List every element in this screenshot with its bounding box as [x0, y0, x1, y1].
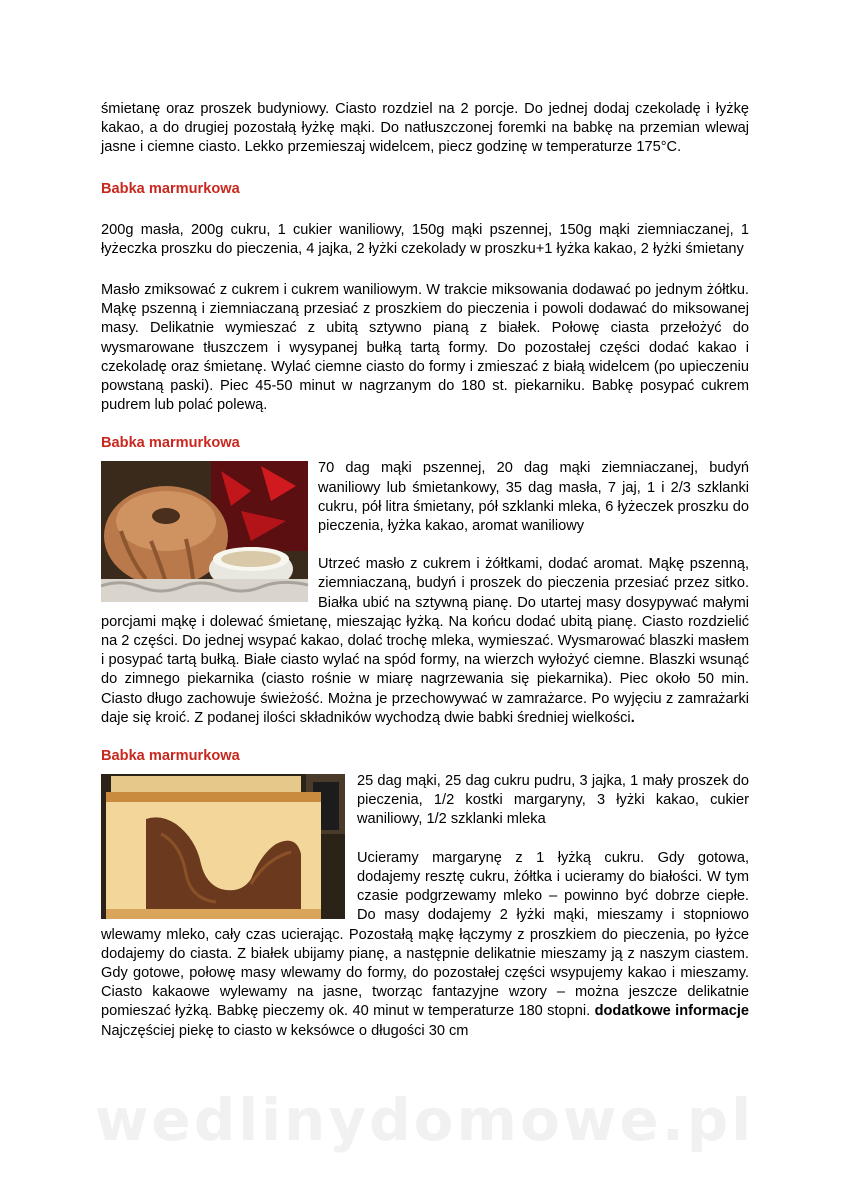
recipe-2-ingredients: 70 dag mąki pszennej, 20 dag mąki ziemniaczanej, budyń waniliowy lub śmietankowy, 35 dag masła, 7 jaj, 1 i 2/3 szklanki cukru, pół litra śmietany, pół szklanki mleka, 6 łyżeczek proszku do pieczenia, łyżka kakao, aromat waniliowy: [318, 460, 749, 535]
intro-paragraph: śmietanę oraz proszek budyniowy. Ciasto rozdziel na 2 porcje. Do jednej dodaj czekoladę i łyżkę kakao, a do drugiej pozostałą łyżkę mąki. Do natłuszczonej foremki na babkę na przemian wlewaj jasne i ciemne ciasto. Lekko przemieszaj widelcem, piecz godzinę w temperaturze 175°C.: [101, 101, 749, 156]
recipe-3-title: Babka marmurkowa: [101, 748, 240, 765]
marble-cake-slice-photo: [101, 774, 345, 919]
recipe-2-method: Utrzeć masło z cukrem i żółtkami, dodać aromat. Mąkę pszenną, ziemniaczaną, budyń i proszek do pieczenia przesiać przez sitko. Białka ubić na sztywną pianę. Do utartej masy dosypywać małymi porcjami mąkę i dolewać śmietanę, mieszając łyżką. Na końcu dodać ubitą pianę. Ciasto rozdzielić na 2 części. Do jednej wsypać kakao, dolać trochę mleka, wymieszać. Wysmarować blaszki masłem i posypać tartą bułką. Białe ciasto wylać na spód formy, na wierzch wyłożyć ciemne. Blaszki wsunąć do zimnego piekarnika (ciasto rośnie w miarę nagrzewania się piekarnika). Piec około 50 min. Ciasto długo zachowuje świeżość. Można je przechowywać w zamrażarce. Po wyjęciu z zamrażarki daje się kroić. Z podanej ilości składników wychodzą dwie babki średniej wielkości.: [101, 556, 749, 726]
recipe-1-title: Babka marmurkowa: [101, 180, 240, 197]
recipe-3-ingredients: 25 dag mąki, 25 dag cukru pudru, 3 jajka, 1 mały proszek do pieczenia, 1/2 kostki margaryny, 3 łyżki kakao, cukier waniliowy, 1/2 szklanki mleka: [357, 773, 749, 828]
recipe-2-title: Babka marmurkowa: [101, 435, 240, 452]
recipe-1-ingredients: 200g masła, 200g cukru, 1 cukier waniliowy, 150g mąki pszennej, 150g mąki ziemniaczanej, 1 łyżeczka proszku do pieczenia, 4 jajka, 2 łyżki czekolady w proszku+1 łyżka kakao, 2 łyżki śmietany: [101, 221, 749, 257]
recipe-3-method: Ucieramy margarynę z 1 łyżką cukru. Gdy gotowa, dodajemy resztę cukru, żółtka i ucieramy do białości. W tym czasie podgrzewamy mleko – powinno być dobrze ciepłe. Do masy dodajemy 2 łyżki mąki, mieszamy i stopniowo wlewamy mleko, cały czas ucierając. Pozostałą mąkę łączymy z proszkiem do pieczenia, po łyżce dodajemy do ciasta. Z białek ubijamy pianę, a następnie delikatnie mieszamy ją z naszym ciastem. Gdy gotowe, połowę masy wlewamy do formy, do pozostałej części wsypujemy kakao i mieszamy. Ciasto kakaowe wylewamy na jasne, tworząc fantazyjne wzory – można jeszcze delikatnie pomieszać łyżką. Babkę pieczemy ok. 40 minut w temperaturze 180 stopni. dodatkowe informacje Najczęściej piekę to ciasto w keksówce o długości 30 cm: [101, 849, 749, 1039]
extra-info-label: dodatkowe informacje: [594, 1003, 749, 1020]
site-watermark: wedlinydomowe.pl: [94, 1086, 755, 1154]
document-page: [101, 100, 749, 1041]
recipe-1-method: Masło zmiksować z cukrem i cukrem waniliowym. W trakcie miksowania dodawać po jednym żółtku. Mąkę pszenną i ziemniaczaną przesiać z proszkiem do pieczenia i powoli dodawać do miksowanej masy. Delikatnie wymieszać z ubitą sztywno pianą z białek. Połowę ciasta przełożyć do wysmarowane tłuszczem i wysypanej bułką tartą formy. Do pozostałej części dodać kakao i czekoladę oraz śmietanę. Wylać ciemne ciasto do formy i zmieszać z białą widelcem (po upieczeniu powstaną paski). Piec 45-50 minut w nagrzanym do 180 st. piekarniku. Babkę posypać cukrem pudrem lub polać polewą.: [101, 282, 749, 414]
bundt-cake-photo: [101, 461, 308, 602]
